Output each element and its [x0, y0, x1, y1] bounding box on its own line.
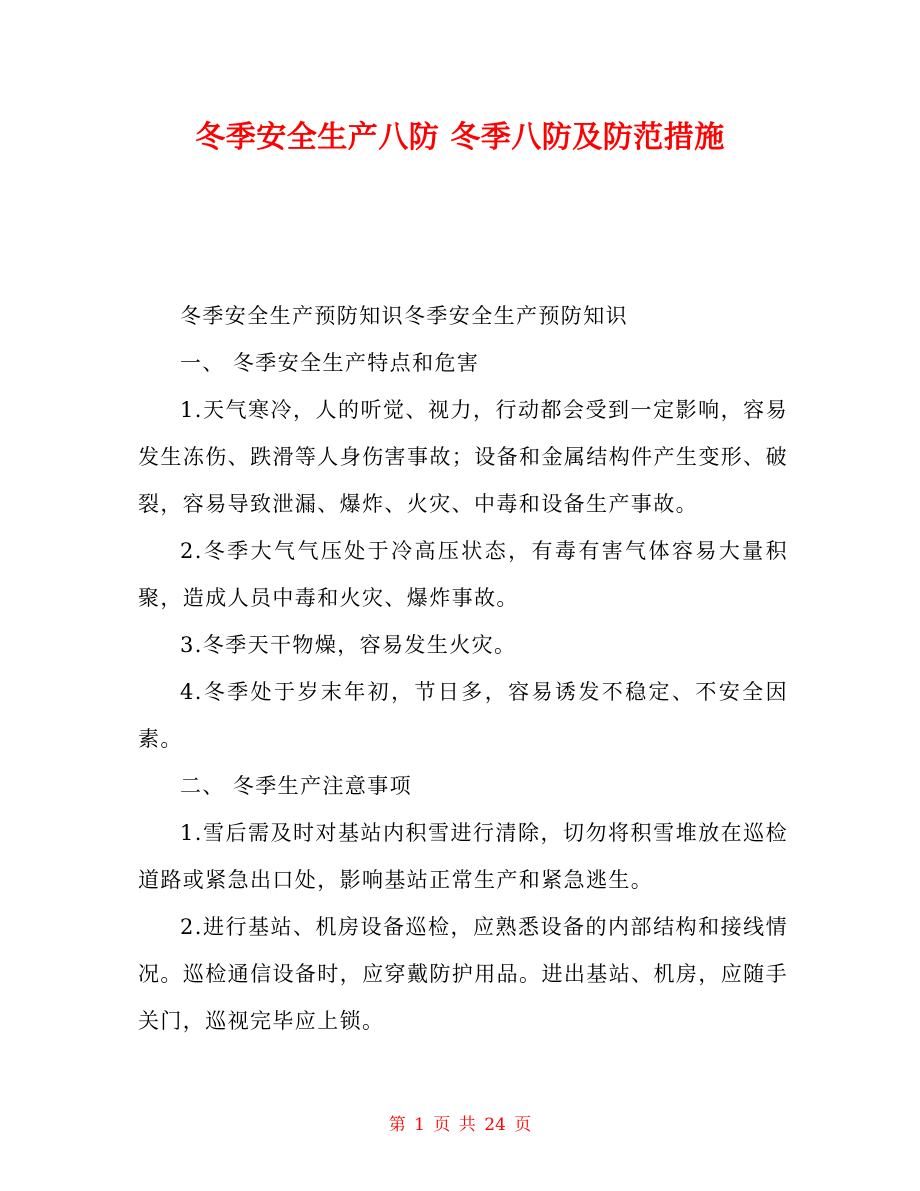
paragraph: 3.冬季天干物燥，容易发生火灾。 [180, 633, 517, 657]
paragraph: 1.雪后需及时对基站内积雪进行清除，切勿将积雪堆放在巡检道路或紧急出口处，影响基站正常生产和紧急逃生。 [138, 821, 788, 892]
document-body [138, 293, 788, 1045]
paragraph-intro: 冬季安全生产预防知识冬季安全生产预防知识 [180, 304, 628, 328]
paragraph: 2.进行基站、机房设备巡检，应熟悉设备的内部结构和接线情况。巡检通信设备时，应穿戴防护用品。进出基站、机房，应随手关门，巡视完毕应上锁。 [138, 915, 788, 1033]
document-title: 冬季安全生产八防 冬季八防及防范措施 [195, 120, 725, 155]
paragraph: 4.冬季处于岁末年初，节日多，容易诱发不稳定、不安全因素。 [138, 680, 788, 751]
section-heading-1: 一、 冬季安全生产特点和危害 [180, 351, 480, 375]
paragraph: 1.天气寒冷，人的听觉、视力，行动都会受到一定影响，容易发生冻伤、跌滑等人身伤害事故；设备和金属结构件产生变形、破裂，容易导致泄漏、爆炸、火灾、中毒和设备生产事故。 [138, 398, 788, 516]
paragraph: 2.冬季大气气压处于冷高压状态，有毒有害气体容易大量积聚，造成人员中毒和火灾、爆炸事故。 [138, 539, 788, 610]
page-number-footer: 第 1 页 共 24 页 [388, 1115, 532, 1135]
section-heading-2: 二、 冬季生产注意事项 [180, 774, 413, 798]
